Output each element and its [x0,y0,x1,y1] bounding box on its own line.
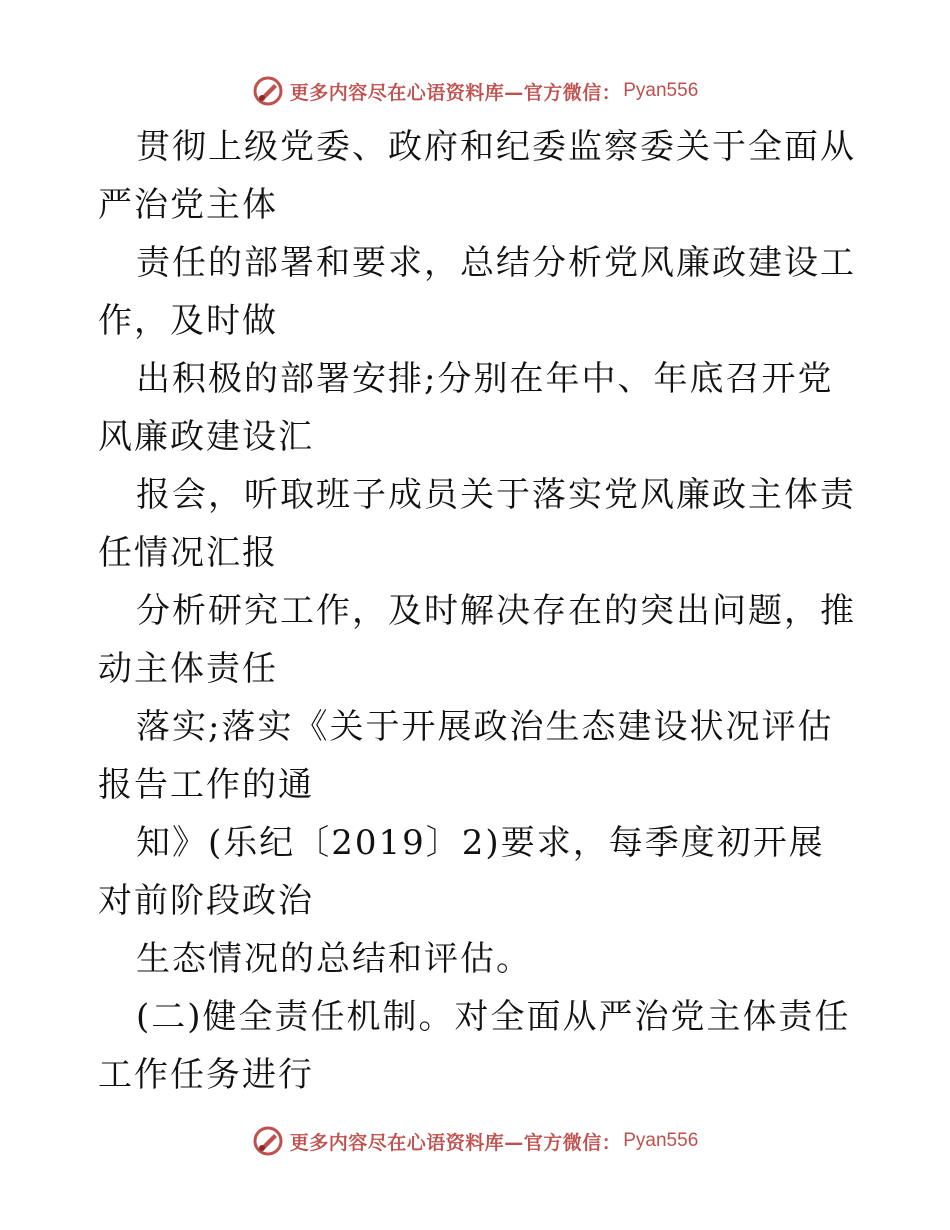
header-banner-text: 更多内容尽在心语资料库—官方微信： [289,81,622,104]
header-banner [0,71,950,111]
footer-wechat-id: Pyan556 [623,1130,699,1151]
paragraph: 出积极的部署安排;分别在年中、年底召开党风廉政建设汇 [98,359,834,457]
paragraph: 分析研究工作，及时解决存在的突出问题，推动主体责任 [98,591,856,689]
document-body [98,118,858,1104]
header-wechat-id: Pyan556 [623,80,699,101]
paragraph: 生态情况的总结和评估。 [136,939,532,979]
brush-logo-icon [252,75,284,107]
paragraph: 贯彻上级党委、政府和纪委监察委关于全面从严治党主体 [98,127,856,225]
paragraph: 知》(乐纪〔2019〕2)要求，每季度初开展对前阶段政治 [98,823,825,921]
brush-logo-icon [252,1125,284,1157]
paragraph: (二)健全责任机制。对全面从严治党主体责任工作任务进行 [98,997,851,1095]
paragraph: 报会，听取班子成员关于落实党风廉政主体责任情况汇报 [98,475,856,573]
footer-banner-text: 更多内容尽在心语资料库—官方微信： [289,1131,622,1154]
paragraph: 落实;落实《关于开展政治生态建设状况评估报告工作的通 [98,707,834,805]
paragraph: 责任的部署和要求，总结分析党风廉政建设工作，及时做 [98,243,856,341]
footer-banner [0,1121,950,1161]
